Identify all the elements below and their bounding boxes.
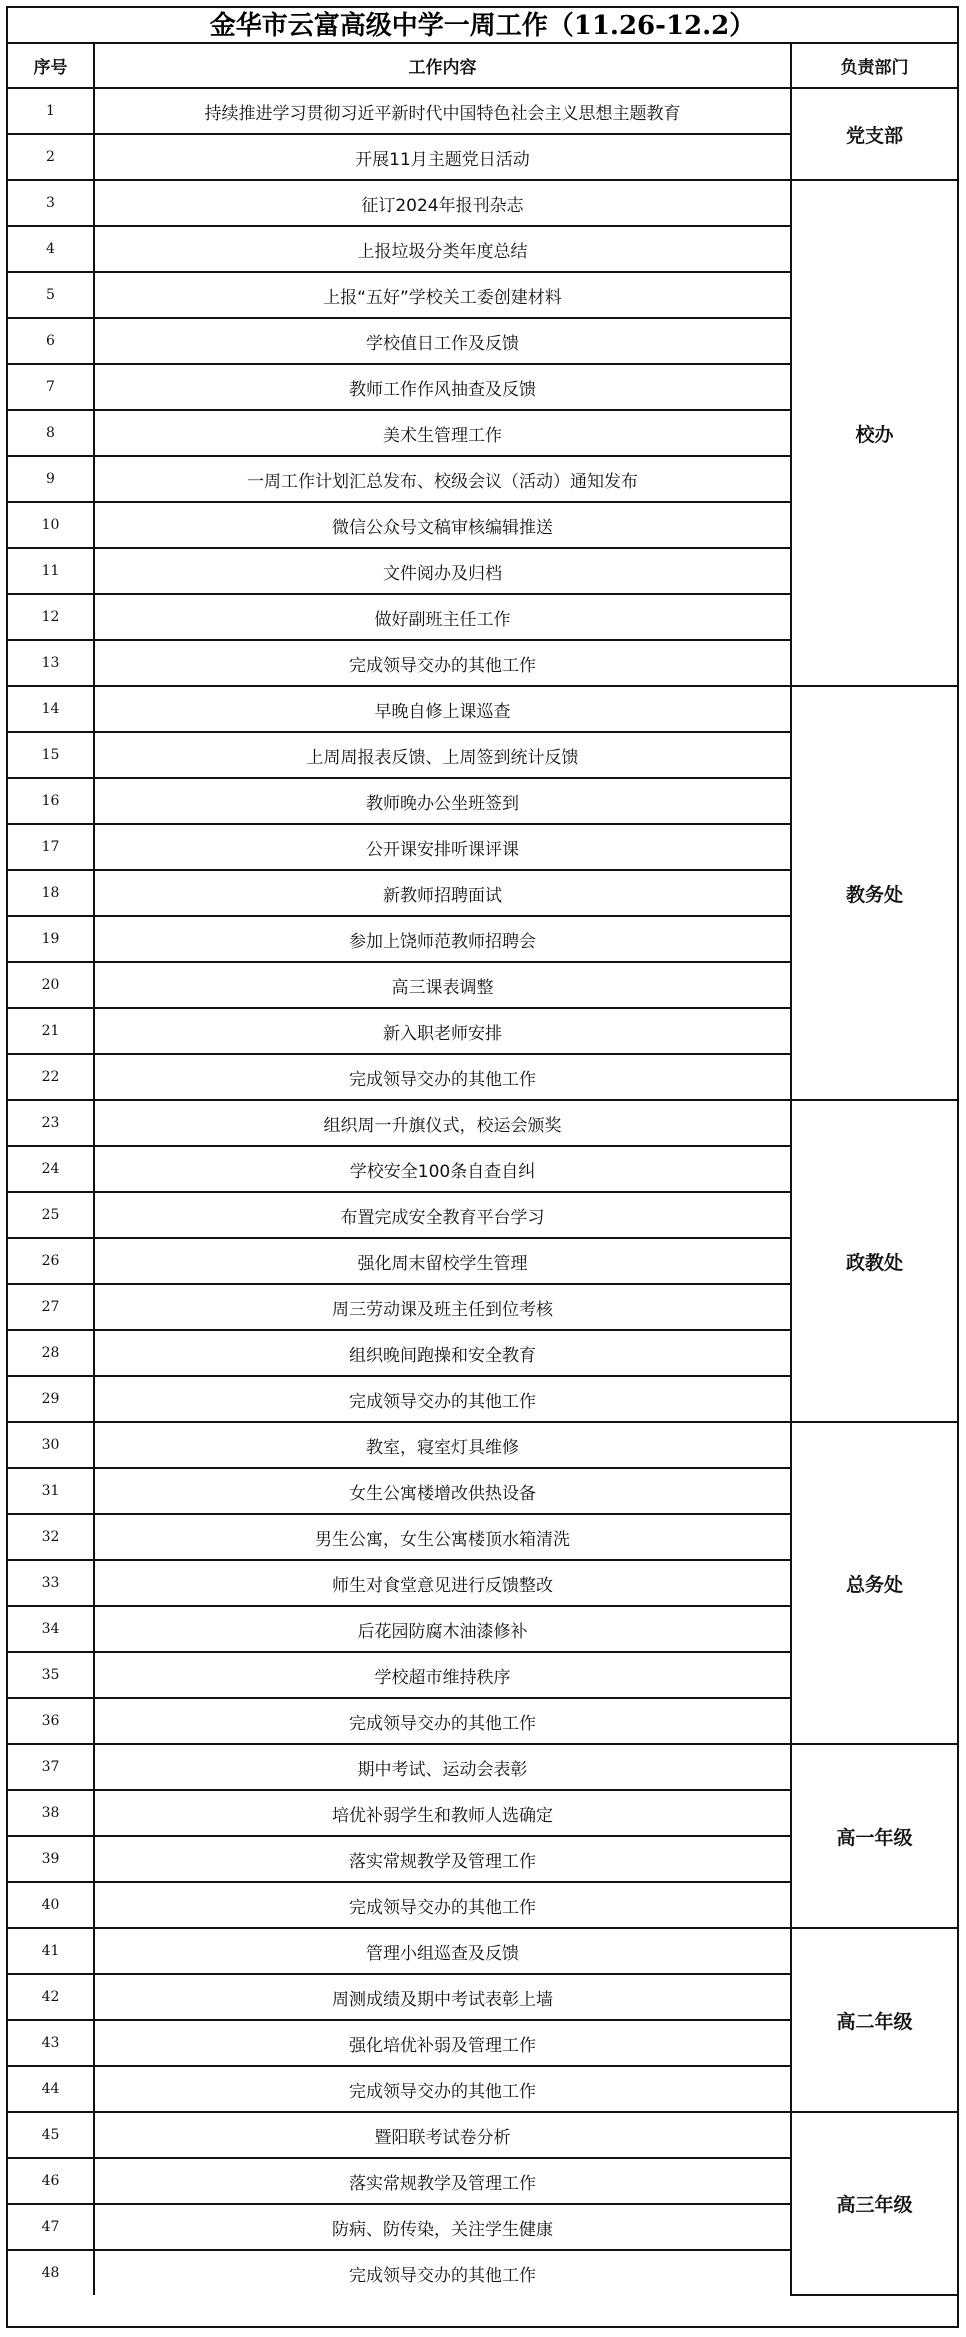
department-cell: 校办 xyxy=(791,180,957,686)
row-number: 33 xyxy=(8,1560,94,1606)
row-number: 18 xyxy=(8,870,94,916)
row-number: 13 xyxy=(8,640,94,686)
task-content: 高三课表调整 xyxy=(94,962,791,1008)
task-content: 学校安全100条自查自纠 xyxy=(94,1146,791,1192)
task-content: 期中考试、运动会表彰 xyxy=(94,1744,791,1790)
row-number: 25 xyxy=(8,1192,94,1238)
header-row xyxy=(8,44,957,88)
task-content: 落实常规教学及管理工作 xyxy=(94,1836,791,1882)
row-number: 27 xyxy=(8,1284,94,1330)
table-row xyxy=(8,2112,957,2158)
task-content: 参加上饶师范教师招聘会 xyxy=(94,916,791,962)
task-content: 完成领导交办的其他工作 xyxy=(94,1054,791,1100)
department-cell: 政教处 xyxy=(791,1100,957,1422)
task-content: 强化周末留校学生管理 xyxy=(94,1238,791,1284)
task-content: 征订2024年报刊杂志 xyxy=(94,180,791,226)
row-number: 23 xyxy=(8,1100,94,1146)
row-number: 39 xyxy=(8,1836,94,1882)
row-number: 45 xyxy=(8,2112,94,2158)
row-number: 44 xyxy=(8,2066,94,2112)
task-content: 完成领导交办的其他工作 xyxy=(94,640,791,686)
table-row xyxy=(8,180,957,226)
task-content: 周三劳动课及班主任到位考核 xyxy=(94,1284,791,1330)
row-number: 10 xyxy=(8,502,94,548)
row-number: 47 xyxy=(8,2204,94,2250)
row-number: 40 xyxy=(8,1882,94,1928)
row-number: 3 xyxy=(8,180,94,226)
task-content: 公开课安排听课评课 xyxy=(94,824,791,870)
row-number: 19 xyxy=(8,916,94,962)
row-number: 1 xyxy=(8,88,94,134)
department-cell: 总务处 xyxy=(791,1422,957,1744)
task-content: 组织晚间跑操和安全教育 xyxy=(94,1330,791,1376)
row-number: 21 xyxy=(8,1008,94,1054)
row-number: 12 xyxy=(8,594,94,640)
department-cell: 高三年级 xyxy=(791,2112,957,2295)
table-row xyxy=(8,686,957,732)
work-table xyxy=(8,44,957,2296)
department-cell: 高二年级 xyxy=(791,1928,957,2112)
row-number: 20 xyxy=(8,962,94,1008)
table-row xyxy=(8,1928,957,1974)
row-number: 6 xyxy=(8,318,94,364)
row-number: 35 xyxy=(8,1652,94,1698)
row-number: 14 xyxy=(8,686,94,732)
task-content: 完成领导交办的其他工作 xyxy=(94,1698,791,1744)
task-content: 新入职老师安排 xyxy=(94,1008,791,1054)
row-number: 4 xyxy=(8,226,94,272)
task-content: 开展11月主题党日活动 xyxy=(94,134,791,180)
work-table-body xyxy=(8,44,957,2295)
row-number: 29 xyxy=(8,1376,94,1422)
task-content: 男生公寓，女生公寓楼顶水箱清洗 xyxy=(94,1514,791,1560)
task-content: 完成领导交办的其他工作 xyxy=(94,1882,791,1928)
page-title: 金华市云富高级中学一周工作（11.26-12.2） xyxy=(8,8,957,44)
task-content: 周测成绩及期中考试表彰上墙 xyxy=(94,1974,791,2020)
schedule-sheet xyxy=(6,6,959,2328)
task-content: 暨阳联考试卷分析 xyxy=(94,2112,791,2158)
task-content: 微信公众号文稿审核编辑推送 xyxy=(94,502,791,548)
task-content: 完成领导交办的其他工作 xyxy=(94,2250,791,2295)
table-row xyxy=(8,1100,957,1146)
row-number: 17 xyxy=(8,824,94,870)
task-content: 教师晚办公坐班签到 xyxy=(94,778,791,824)
row-number: 24 xyxy=(8,1146,94,1192)
row-number: 32 xyxy=(8,1514,94,1560)
row-number: 5 xyxy=(8,272,94,318)
task-content: 完成领导交办的其他工作 xyxy=(94,1376,791,1422)
header-no: 序号 xyxy=(8,44,94,88)
task-content: 完成领导交办的其他工作 xyxy=(94,2066,791,2112)
row-number: 41 xyxy=(8,1928,94,1974)
department-cell: 高一年级 xyxy=(791,1744,957,1928)
task-content: 上周周报表反馈、上周签到统计反馈 xyxy=(94,732,791,778)
row-number: 48 xyxy=(8,2250,94,2295)
task-content: 美术生管理工作 xyxy=(94,410,791,456)
task-content: 做好副班主任工作 xyxy=(94,594,791,640)
row-number: 2 xyxy=(8,134,94,180)
row-number: 22 xyxy=(8,1054,94,1100)
row-number: 7 xyxy=(8,364,94,410)
row-number: 26 xyxy=(8,1238,94,1284)
task-content: 上报“五好”学校关工委创建材料 xyxy=(94,272,791,318)
department-cell: 教务处 xyxy=(791,686,957,1100)
row-number: 30 xyxy=(8,1422,94,1468)
task-content: 师生对食堂意见进行反馈整改 xyxy=(94,1560,791,1606)
task-content: 上报垃圾分类年度总结 xyxy=(94,226,791,272)
task-content: 防病、防传染，关注学生健康 xyxy=(94,2204,791,2250)
row-number: 36 xyxy=(8,1698,94,1744)
row-number: 43 xyxy=(8,2020,94,2066)
row-number: 34 xyxy=(8,1606,94,1652)
row-number: 28 xyxy=(8,1330,94,1376)
task-content: 学校值日工作及反馈 xyxy=(94,318,791,364)
row-number: 16 xyxy=(8,778,94,824)
row-number: 15 xyxy=(8,732,94,778)
task-content: 组织周一升旗仪式，校运会颁奖 xyxy=(94,1100,791,1146)
row-number: 42 xyxy=(8,1974,94,2020)
task-content: 后花园防腐木油漆修补 xyxy=(94,1606,791,1652)
task-content: 管理小组巡查及反馈 xyxy=(94,1928,791,1974)
row-number: 31 xyxy=(8,1468,94,1514)
row-number: 38 xyxy=(8,1790,94,1836)
task-content: 新教师招聘面试 xyxy=(94,870,791,916)
task-content: 教室，寝室灯具维修 xyxy=(94,1422,791,1468)
header-task: 工作内容 xyxy=(94,44,791,88)
table-row xyxy=(8,88,957,134)
row-number: 9 xyxy=(8,456,94,502)
table-row xyxy=(8,1744,957,1790)
table-row xyxy=(8,1422,957,1468)
row-number: 37 xyxy=(8,1744,94,1790)
task-content: 布置完成安全教育平台学习 xyxy=(94,1192,791,1238)
department-cell: 党支部 xyxy=(791,88,957,180)
task-content: 一周工作计划汇总发布、校级会议（活动）通知发布 xyxy=(94,456,791,502)
task-content: 培优补弱学生和教师人选确定 xyxy=(94,1790,791,1836)
task-content: 文件阅办及归档 xyxy=(94,548,791,594)
task-content: 持续推进学习贯彻习近平新时代中国特色社会主义思想主题教育 xyxy=(94,88,791,134)
task-content: 女生公寓楼增改供热设备 xyxy=(94,1468,791,1514)
task-content: 教师工作作风抽查及反馈 xyxy=(94,364,791,410)
task-content: 落实常规教学及管理工作 xyxy=(94,2158,791,2204)
row-number: 8 xyxy=(8,410,94,456)
header-dept: 负责部门 xyxy=(791,44,957,88)
row-number: 11 xyxy=(8,548,94,594)
task-content: 强化培优补弱及管理工作 xyxy=(94,2020,791,2066)
task-content: 早晚自修上课巡查 xyxy=(94,686,791,732)
row-number: 46 xyxy=(8,2158,94,2204)
task-content: 学校超市维持秩序 xyxy=(94,1652,791,1698)
